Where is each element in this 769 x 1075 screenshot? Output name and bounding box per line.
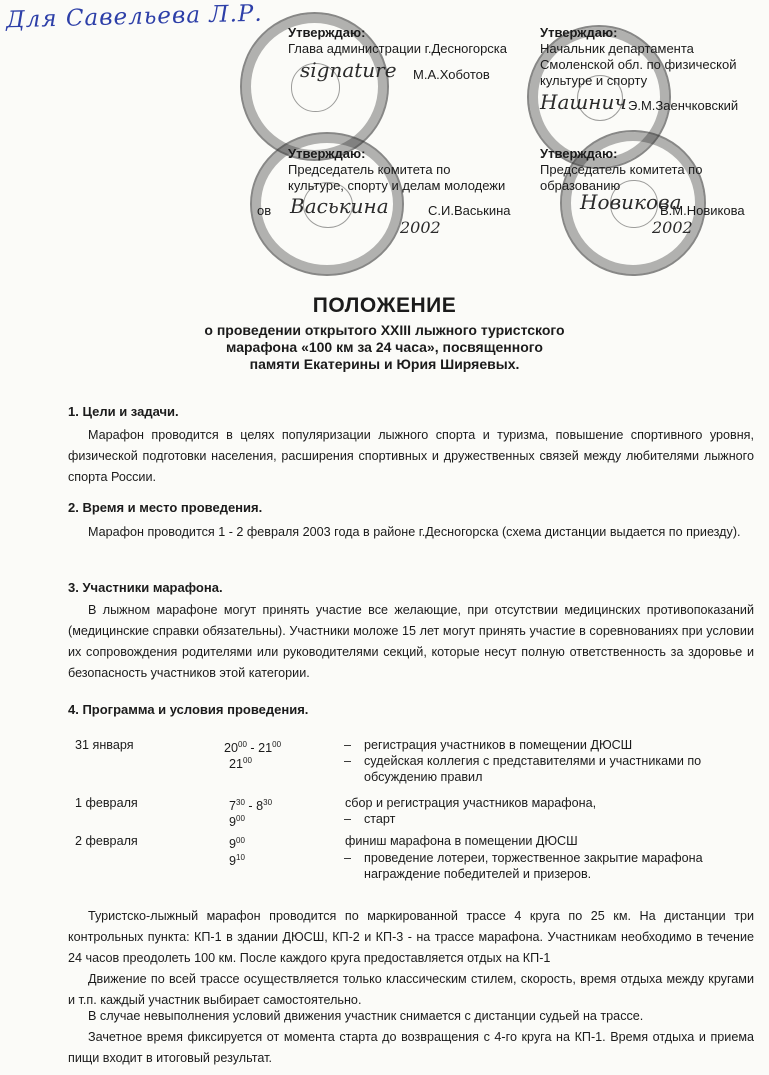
approver-name: С.И.Васькина xyxy=(428,203,511,218)
schedule-time: $9^{00}$ xyxy=(229,814,245,830)
dash: – xyxy=(344,738,352,752)
closing-paragraph: Движение по всей трассе осуществляется только классическим стилем, скорость, время отдыха между кругами и т.п. каждый участник выбирает самостоятельно. xyxy=(68,972,754,1007)
document-subtitle xyxy=(0,322,769,373)
dash: – xyxy=(344,851,352,865)
signature: Нашнич xyxy=(540,90,627,114)
approval-block xyxy=(540,25,737,89)
approval-position: Председатель комитета по xyxy=(540,162,703,177)
approval-block xyxy=(288,146,505,194)
signature: signature xyxy=(300,58,397,82)
schedule-event: старт xyxy=(364,812,396,826)
closing-paragraph: В случае невыполнения условий движения участник снимается с дистанции судьей на трассе. xyxy=(88,1009,644,1023)
closing-paragraph: Туристско-лыжный марафон проводится по маркированной трассе 4 круга по 25 км. На дистанции три контрольных пункта: КП-1 в здании ДЮСШ, КП-2 и КП-3 - на трассе марафона. Участникам необходимо в течение 24 часов преодолеть 100 км. После каждого круга предоставляется отдых на КП-1 xyxy=(68,909,754,965)
schedule-date: 31 января xyxy=(75,738,134,752)
subtitle-line: о проведении открытого XXIII лыжного туристского xyxy=(204,322,565,338)
schedule-date: 1 февраля xyxy=(75,796,138,810)
schedule-event: регистрация участников в помещении ДЮСШ xyxy=(364,738,633,752)
section-heading: 2. Время и место проведения. xyxy=(68,500,263,515)
approval-position: Председатель комитета по xyxy=(288,162,451,177)
signature-date: 2002 xyxy=(400,218,441,237)
approver-name: Э.М.Заенчковский xyxy=(628,98,739,113)
schedule-event: сбор и регистрация участников марафона, xyxy=(345,796,597,810)
approval-heading: Утверждаю: xyxy=(540,25,618,40)
handwritten-note: Для Савельева Л.Р. xyxy=(5,0,263,34)
signature: Васькина xyxy=(290,194,389,218)
signature-date: 2002 xyxy=(652,218,693,237)
approval-block xyxy=(288,25,507,57)
dash: – xyxy=(344,812,352,826)
approver-prefix: ов xyxy=(257,203,272,218)
approval-position: Глава администрации г.Десногорска xyxy=(288,41,508,56)
schedule-date: 2 февраля xyxy=(75,834,138,848)
section-heading: 3. Участники марафона. xyxy=(68,580,223,595)
approval-position: Смоленской обл. по физической xyxy=(540,57,737,72)
schedule-event: проведение лотереи, торжественное закрытие марафона награждение победителей и призеров. xyxy=(364,851,703,881)
subtitle-line: марафона «100 км за 24 часа», посвященного xyxy=(226,339,543,355)
schedule-event: финиш марафона в помещении ДЮСШ xyxy=(345,834,578,848)
schedule-event: судейская коллегия с представителями и участниками по обсуждению правил xyxy=(364,754,702,784)
section-heading: 1. Цели и задачи. xyxy=(68,404,179,419)
schedule-time: $9^{00}$ xyxy=(229,836,245,852)
approval-heading: Утверждаю: xyxy=(288,146,366,161)
schedule-time: $9^{10}$ xyxy=(229,853,245,869)
approval-position: культуре и спорту xyxy=(540,73,648,88)
closing-paragraph: Зачетное время фиксируется от момента старта до возвращения с 4-го круга на КП-1. Время отдыха и приема пищи входит в итоговый результат. xyxy=(68,1030,754,1065)
approver-name: В.М.Новикова xyxy=(660,203,745,218)
dash: – xyxy=(344,754,352,768)
approval-heading: Утверждаю: xyxy=(288,25,366,40)
approval-block xyxy=(540,146,702,194)
section-heading: 4. Программа и условия проведения. xyxy=(68,702,309,717)
signature: Новикова xyxy=(580,190,682,214)
section-text: Марафон проводится 1 - 2 февраля 2003 года в районе г.Десногорска (схема дистанции выдается по приезду). xyxy=(88,525,741,539)
section-text: Марафон проводится в целях популяризации лыжного спорта и туризма, повышение спортивного уровня, физической подготовки населения, расширения спортивных и дружественных связей между любителями лыжного спорта России. xyxy=(68,428,754,484)
approval-position: культуре, спорту и делам молодежи xyxy=(288,178,506,193)
schedule-time: $7^{30} - 8^{30}$ xyxy=(229,798,273,814)
document-title: ПОЛОЖЕНИЕ xyxy=(312,294,457,317)
approval-heading: Утверждаю: xyxy=(540,146,618,161)
approval-position: образованию xyxy=(540,178,621,193)
subtitle-line: памяти Екатерины и Юрия Ширяевых. xyxy=(249,356,520,372)
schedule-time: $20^{00} - 21^{00}$ xyxy=(224,740,282,756)
section-text: В лыжном марафоне могут принять участие все желающие, при отсутствии медицинских противопоказаний (медицинские справки обязательны). Участники моложе 15 лет могут принять участие в соревнованиях при условии их сопровождения родителями или руководителями секций, которые несут полную ответственность за здоровье и безопасность участников этой категории. xyxy=(68,603,754,680)
approval-position: Начальник департамента xyxy=(540,41,694,56)
schedule-time: $21^{00}$ xyxy=(229,756,252,772)
approver-name: М.А.Хоботов xyxy=(413,67,490,82)
